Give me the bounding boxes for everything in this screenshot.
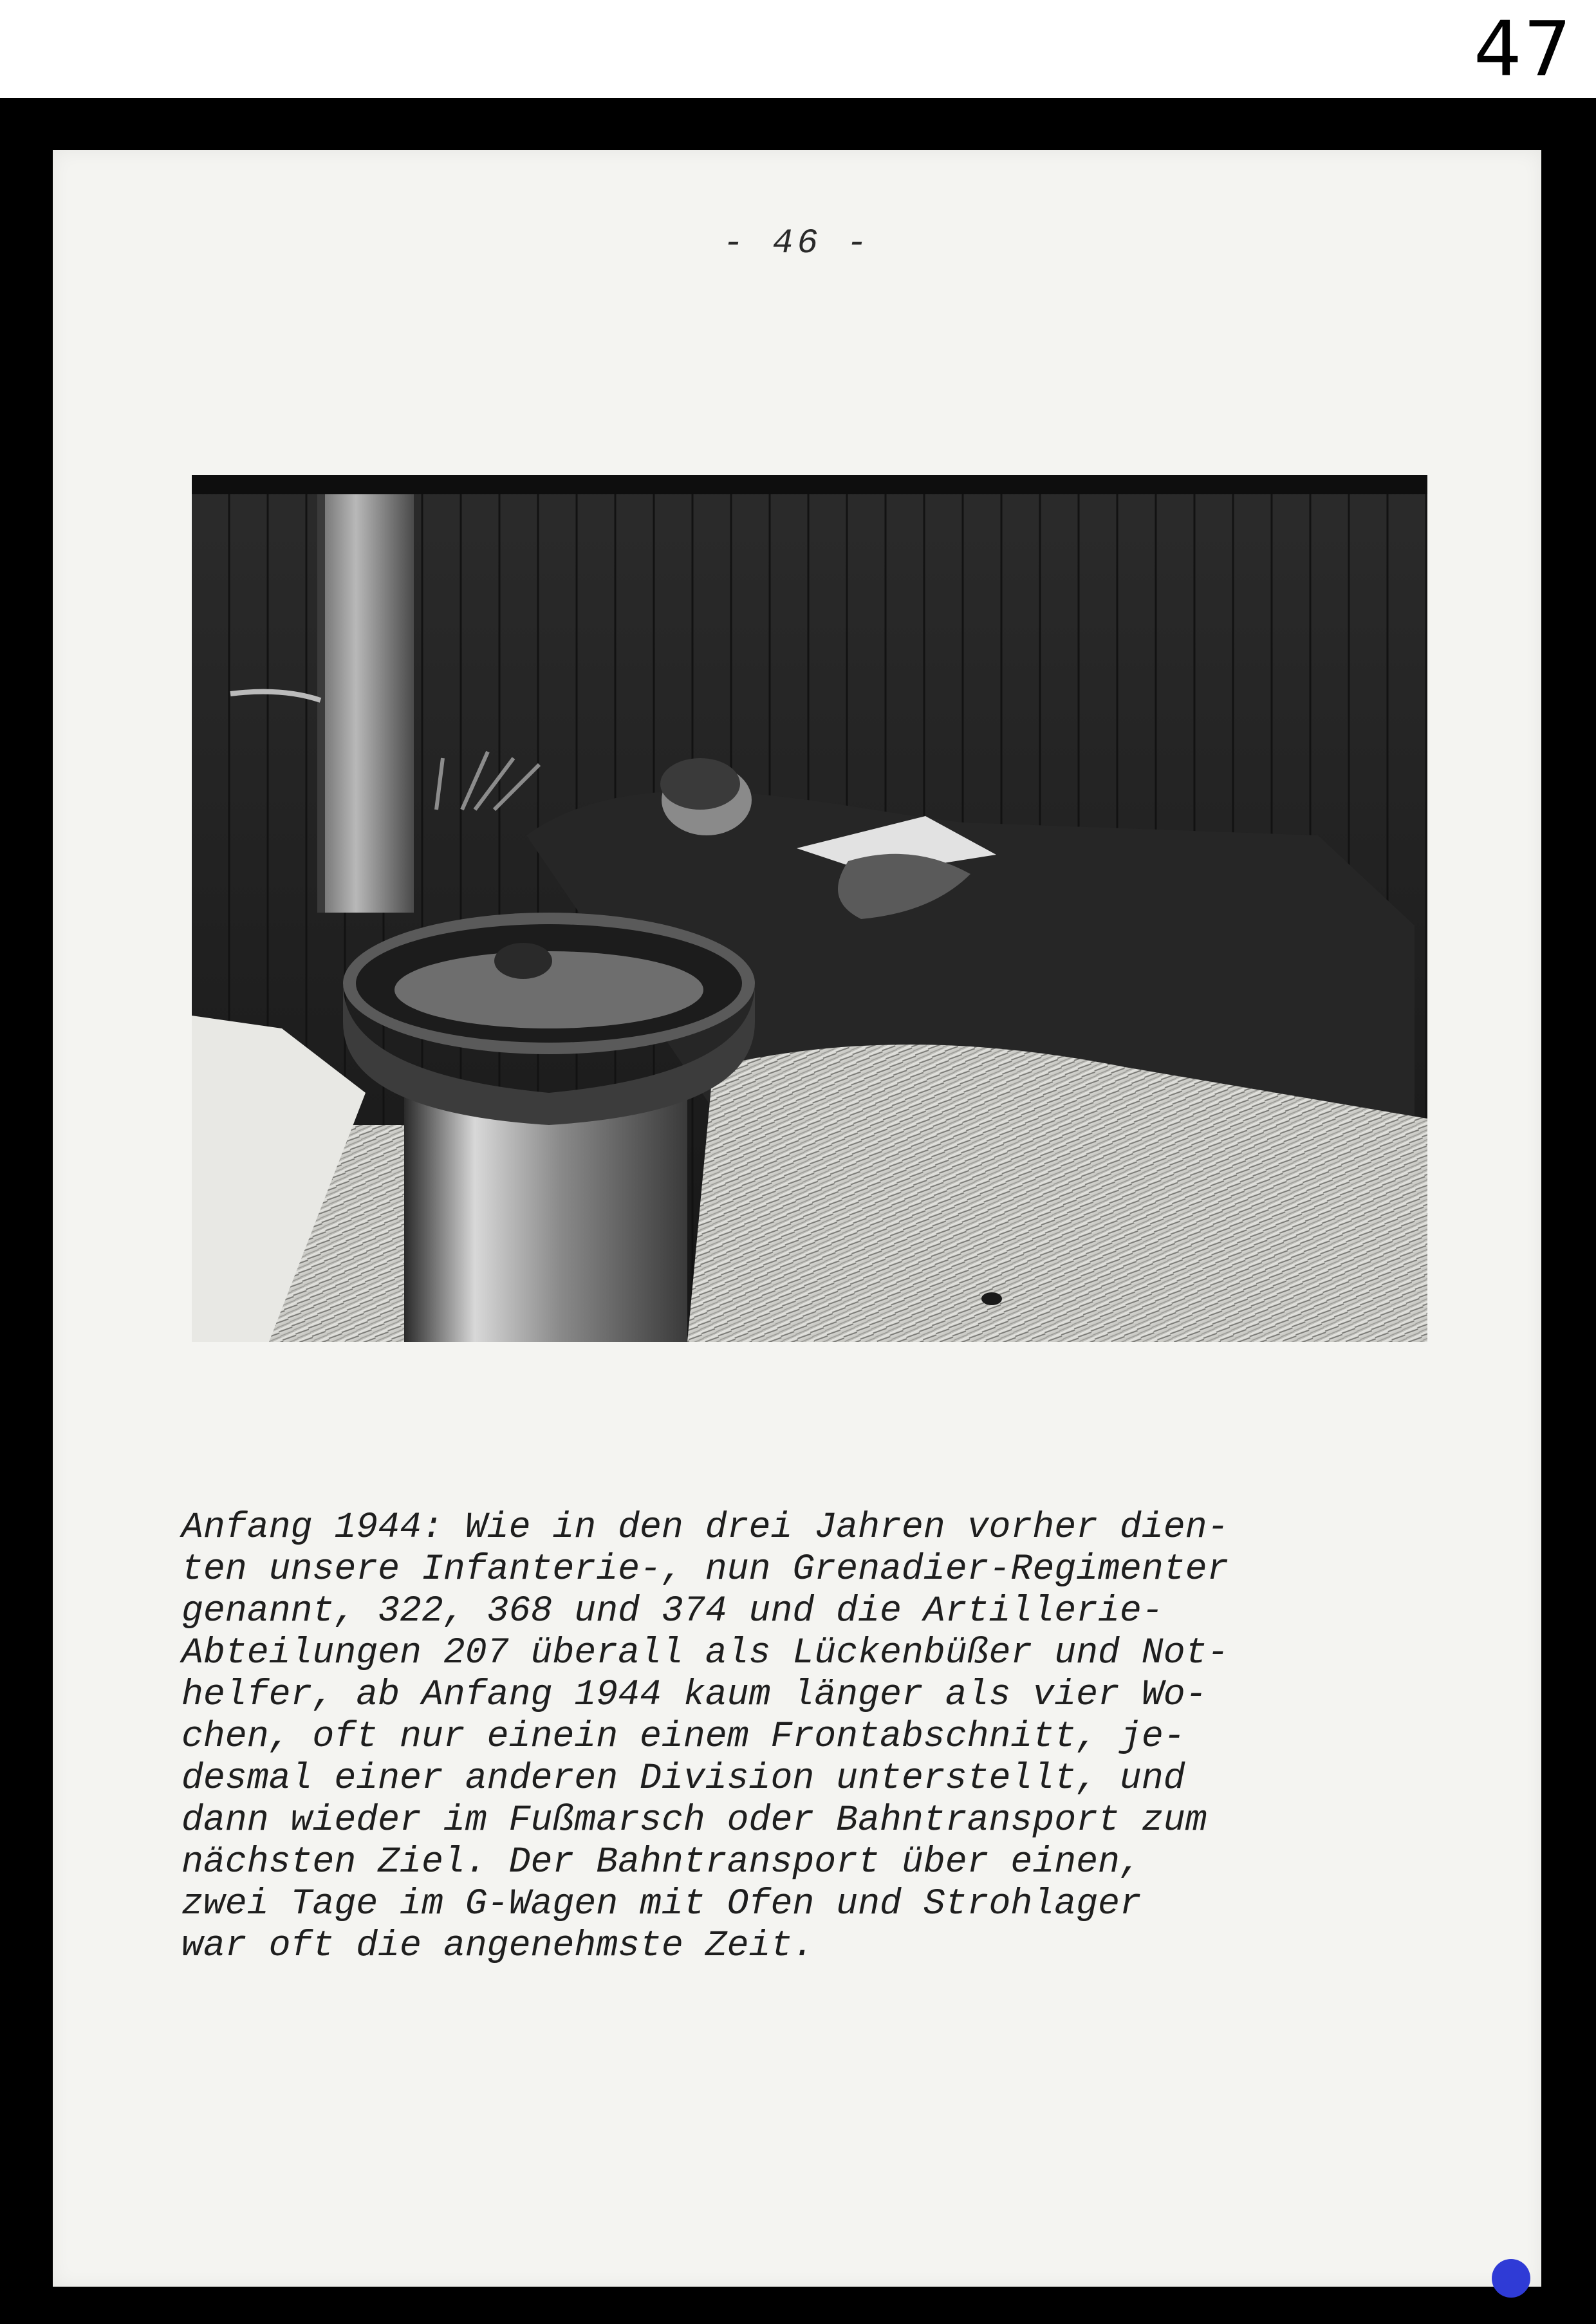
document-page (53, 150, 1541, 2287)
caption-line: zwei Tage im G-Wagen mit Ofen und Strohlager (181, 1883, 1142, 1924)
photo-caption (181, 1507, 1469, 1967)
caption-line: war oft die angenehmste Zeit. (181, 1925, 815, 1966)
photograph (192, 475, 1427, 1342)
caption-line: desmal einer anderen Division unterstellt, und (181, 1758, 1185, 1799)
caption-line: chen, oft nur einein einem Frontabschnitt, je- (181, 1716, 1185, 1757)
caption-line: ten unsere Infanterie-, nun Grenadier-Regimenter (181, 1548, 1229, 1590)
scan-page-number: 47 (1473, 5, 1573, 93)
photo-illustration (192, 475, 1427, 1342)
caption-line: nächsten Ziel. Der Bahntransport über einen, (181, 1841, 1142, 1882)
caption-line: genannt, 322, 368 und 374 und die Artillerie- (181, 1590, 1164, 1631)
caption-line: dann wieder im Fußmarsch oder Bahntransport zum (181, 1799, 1207, 1841)
caption-line: Anfang 1944: Wie in den drei Jahren vorher dien- (181, 1507, 1229, 1548)
caption-line: helfer, ab Anfang 1944 kaum länger als vier Wo- (181, 1674, 1207, 1715)
scan-marker-dot (1492, 2259, 1530, 2298)
caption-line: Abteilungen 207 überall als Lückenbüßer und Not- (181, 1632, 1229, 1673)
page-number: - 46 - (723, 224, 871, 263)
